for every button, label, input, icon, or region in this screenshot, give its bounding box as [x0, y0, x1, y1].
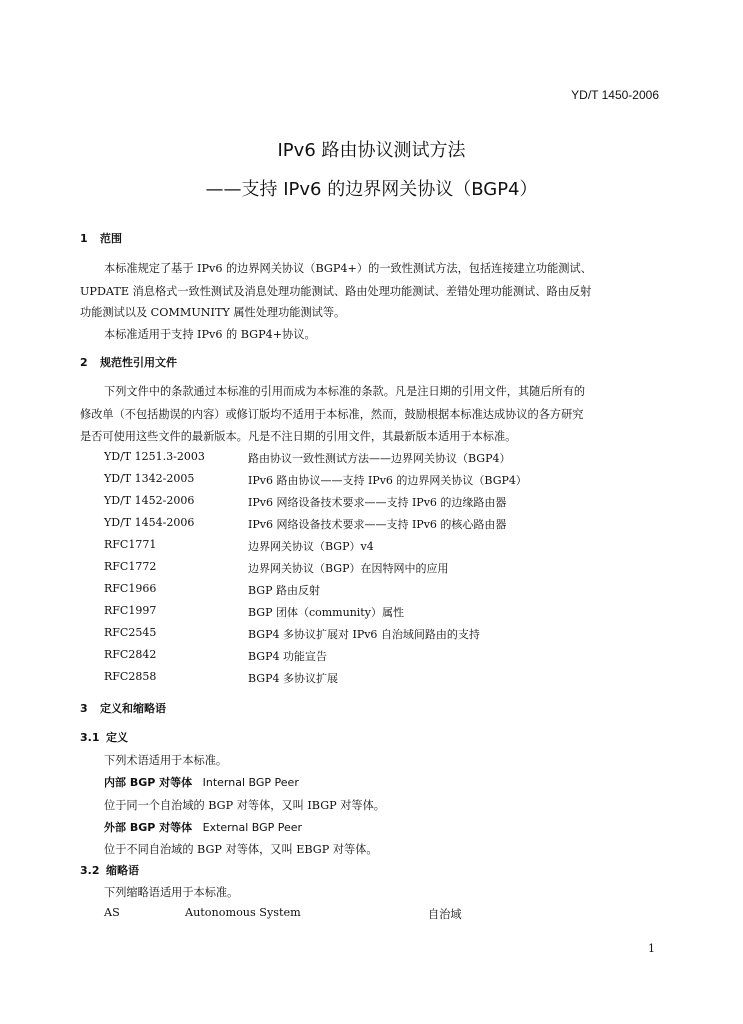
section-title: 范围: [100, 232, 122, 245]
reference-title: IPv6 路由协议——支持 IPv6 的边界网关协议（BGP4）: [248, 474, 527, 487]
subsection-3-2-heading: [80, 862, 139, 878]
reference-code: YD/T 1452-2006: [104, 494, 195, 507]
reference-title: BGP4 多协议扩展: [248, 672, 338, 685]
reference-title: 边界网关协议（BGP）v4: [248, 540, 374, 553]
paragraph-line: 下列缩略语适用于本标准。: [104, 886, 239, 899]
paragraph-line: 修改单（不包括勘误的内容）或修订版均不适用于本标准，然而，鼓励根据本标准达成协议的各方研究: [80, 408, 584, 421]
section-2-heading: [80, 354, 177, 370]
section-1-heading: [80, 230, 122, 246]
section-title: 规范性引用文件: [100, 356, 177, 369]
reference-code: RFC1966: [104, 582, 157, 595]
term-definition: 位于同一个自治域的 BGP 对等体，又叫 IBGP 对等体。: [104, 799, 385, 812]
term-internal-bgp-peer: [104, 774, 299, 790]
paragraph-line: 下列术语适用于本标准。: [104, 754, 228, 767]
term-cn: 内部 BGP 对等体: [104, 776, 193, 789]
reference-title: BGP4 功能宣告: [248, 650, 327, 663]
abbreviation-cn: 自治域: [428, 908, 462, 921]
term-en: Internal BGP Peer: [202, 776, 299, 789]
reference-title: BGP 路由反射: [248, 584, 320, 597]
reference-title: BGP 团体（community）属性: [248, 606, 404, 619]
paragraph-line: UPDATE 消息格式一致性测试及消息处理功能测试、路由处理功能测试、差错处理功能测试、路由反射: [80, 285, 592, 298]
paragraph-line: 功能测试以及 COMMUNITY 属性处理功能测试等。: [80, 306, 346, 319]
abbreviation: AS: [104, 906, 120, 919]
section-number: 3: [80, 702, 88, 715]
reference-code: RFC1772: [104, 560, 157, 573]
reference-code: RFC1997: [104, 604, 157, 617]
reference-code: YD/T 1342-2005: [104, 472, 195, 485]
page-number: 1: [648, 942, 655, 955]
title-main: IPv6 路由协议测试方法: [277, 140, 466, 161]
reference-code: YD/T 1454-2006: [104, 516, 195, 529]
reference-code: RFC2858: [104, 670, 157, 683]
paragraph-line: 下列文件中的条款通过本标准的引用而成为本标准的条款。凡是注日期的引用文件，其随后所有的: [104, 385, 586, 398]
reference-code: RFC2842: [104, 648, 157, 661]
term-definition: 位于不同自治域的 BGP 对等体，又叫 EBGP 对等体。: [104, 843, 378, 856]
reference-code: RFC1771: [104, 538, 157, 551]
paragraph-line: 本标准规定了基于 IPv6 的边界网关协议（BGP4+）的一致性测试方法，包括连接建立功能测试、: [104, 262, 592, 275]
term-external-bgp-peer: [104, 819, 302, 835]
section-title: 定义: [106, 731, 128, 744]
term-en: External BGP Peer: [202, 821, 303, 834]
reference-code: YD/T 1251.3-2003: [104, 450, 205, 463]
section-number: 3.1: [80, 731, 100, 744]
section-title: 定义和缩略语: [100, 702, 166, 715]
section-number: 2: [80, 356, 88, 369]
reference-title: BGP4 多协议扩展对 IPv6 自治域间路由的支持: [248, 628, 480, 641]
reference-title: 路由协议一致性测试方法——边界网关协议（BGP4）: [248, 452, 511, 465]
section-number: 3.2: [80, 864, 100, 877]
paragraph-line: 是否可使用这些文件的最新版本。凡是不注日期的引用文件，其最新版本适用于本标准。: [80, 430, 517, 443]
standard-number: YD/T 1450-2006: [571, 88, 659, 102]
section-number: 1: [80, 232, 88, 245]
subsection-3-1-heading: [80, 729, 128, 745]
section-title: 缩略语: [106, 864, 139, 877]
reference-title: IPv6 网络设备技术要求——支持 IPv6 的核心路由器: [248, 518, 507, 531]
title-sub: ——支持 IPv6 的边界网关协议（BGP4）: [205, 179, 538, 200]
term-cn: 外部 BGP 对等体: [104, 821, 193, 834]
reference-title: 边界网关协议（BGP）在因特网中的应用: [248, 562, 449, 575]
reference-code: RFC2545: [104, 626, 157, 639]
abbreviation-full: Autonomous System: [185, 906, 301, 919]
paragraph-line: 本标准适用于支持 IPv6 的 BGP4+协议。: [104, 328, 316, 341]
section-3-heading: [80, 700, 166, 716]
reference-title: IPv6 网络设备技术要求——支持 IPv6 的边缘路由器: [248, 496, 507, 509]
